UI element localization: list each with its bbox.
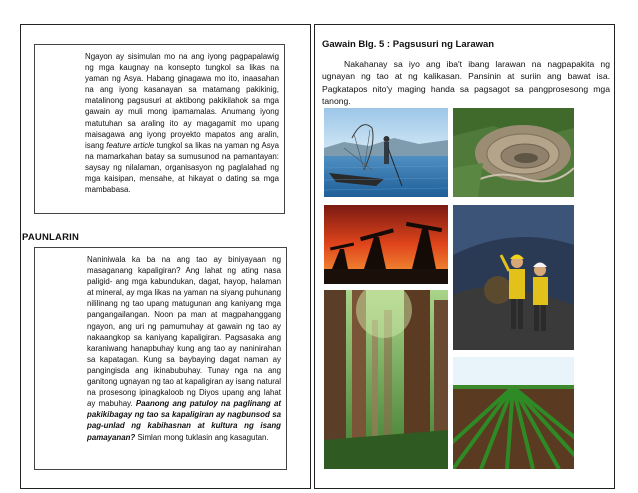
intro-paragraph: Ngayon ay sisimulan mo na ang iyong pagpapalawig ng mga kaugnay na konsepto tungkol sa likas na yaman ng Asya. Habang ginagawa mo ito, inaasahan na ang iyong kasanayan sa matamang pakikinig, matalinong pagsusuri at aktibong pakikilahok sa mga gawain ay muli mong ipamamalas. Anumang iyong matutuhan sa araling ito ay magagamit mo upang maisagawa ang iyong proyekto mapatos ang aralin, isang feature article tungkol sa likas na yaman ng Asya na mamarkahan batay sa sumusunod na pamantayan: saysay ng nilalaman, organisasyon ng paglalahad ng mga kaisipan, mensahe, at hikayat o dating sa mga mambabasa. bbox=[85, 52, 279, 195]
fisherman-photo bbox=[324, 108, 448, 197]
forest-photo bbox=[324, 290, 448, 469]
miners-photo bbox=[453, 205, 574, 350]
farmland-photo bbox=[453, 357, 574, 469]
paunlarin-paragraph: Naniniwala ka ba na ang tao ay biniyayaan ng masaganang kapaligiran? Ang lahat ng ating nasa paligid- ang mga kabundukan, dagat, hayop, halaman at mineral, ay mga likas na yaman na siyang puhunang nililinang ng tao upang matugunan ang kaniyang mga pangangailangan. Noon pa man at magpahanggang ngayon, ang uri ng pamumuhay at gawain ng tao ay nakaangkop sa kaniyang kapaligiran. Pagsasaka ang karaniwang hanapbuhay kung ang tao ay naninirahan sa kapatagan. Kung sa baybaying dagat naman ay pangingisda ang ikinabubuhay. Tunay nga na ang ganitong ugnayan ng tao at kapaligiran ay isang natural na prosesong ipinagkaloob ng Diyos upang ang lahat ay mabuhay. Paanong ang patuloy na paglinang at pakikibagay ng tao sa kapaligiran ay nagbunsod sa pag-unlad ng kabihasnan at kultura ng isang pamayanan? Simlan mong tuklasin ang kasagutan. bbox=[87, 255, 282, 442]
paunlarin-text-box bbox=[34, 247, 287, 470]
mine-aerial-photo bbox=[453, 108, 574, 197]
activity-instructions: Nakahanay sa iyo ang iba't ibang larawan na nagpapakita ng ugnayan ng tao at ng kalikasan. Pansinin at suriin ang bawat isa. Pagkatapos nito'y maging handa sa pagsagot sa pangprosesong mga tanong. bbox=[322, 59, 610, 107]
section-heading: PAUNLARIN bbox=[22, 232, 80, 243]
activity-title: Gawain Blg. 5 : Pagsusuri ng Larawan bbox=[322, 39, 495, 50]
intro-text-box bbox=[34, 44, 285, 214]
oil-pumps-photo bbox=[324, 205, 448, 284]
